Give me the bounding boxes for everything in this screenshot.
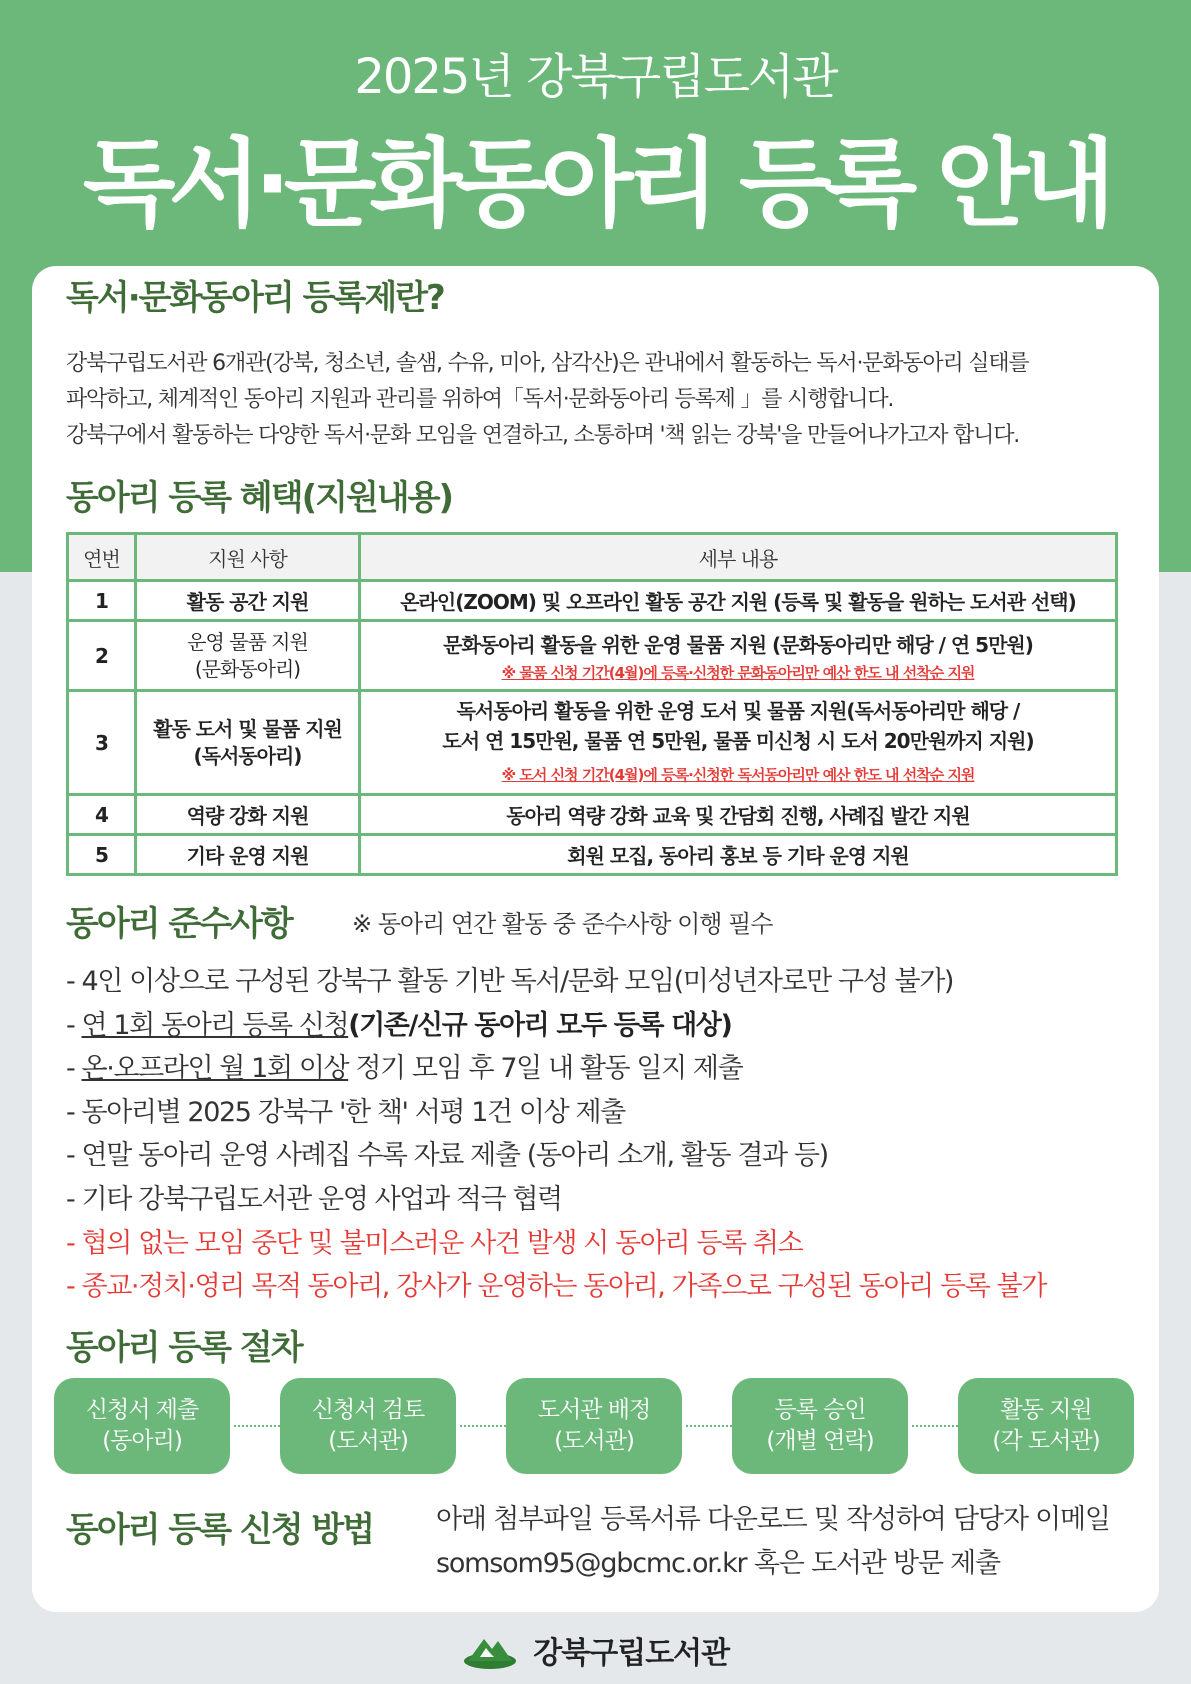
method-heading: 동아리 등록 신청 방법: [66, 1510, 374, 1550]
table-row: [68, 581, 1117, 621]
support-item-label: 활동 도서 및 물품 지원: [153, 716, 342, 741]
step-support: 활동 지원 (각 도서관): [958, 1378, 1134, 1474]
support-detail-text: 도서 연 15만원, 물품 연 5만원, 물품 미신청 시 도서 20만원까지 지원): [442, 728, 1034, 753]
footer: [0, 1628, 1191, 1679]
intro-text: [66, 346, 1136, 454]
step-review: 신청서 검토 (도서관): [280, 1378, 456, 1474]
column-header: 연번: [68, 534, 136, 581]
step-submit: 신청서 제출 (동아리): [54, 1378, 230, 1474]
support-detail: [360, 691, 1117, 795]
support-detail-text: 독서동아리 활동을 위한 운영 도서 및 물품 지원(독서동아리만 해당 /: [456, 698, 1020, 723]
support-item-sub: (문화동아리): [194, 656, 301, 681]
support-note: ※ 도서 신청 기간(4월)에 등록·신청한 독서동아리만 예산 한도 내 선착순 지원: [501, 765, 975, 784]
support-item-label: 기타 운영 지원: [186, 844, 309, 868]
rule-underline: 온·오프라인 월 1회 이상: [81, 1053, 349, 1085]
support-item: [136, 795, 360, 835]
table-row: [68, 621, 1117, 691]
rules-list: [66, 960, 1046, 1309]
method-email: somsom95@gbcmc.or.kr 혹은 도서관 방문 제출: [436, 1548, 1000, 1579]
content-card: [32, 266, 1159, 1612]
support-item: [136, 581, 360, 621]
rule-item: - 연 1회 동아리 등록 신청(기존/신규 동아리 모두 등록 대상): [66, 1009, 732, 1041]
rule-item: - 연말 동아리 운영 사례집 수록 자료 제출 (동아리 소개, 활동 결과 등): [66, 1140, 828, 1172]
method-line: 아래 첨부파일 등록서류 다운로드 및 작성하여 담당자 이메일: [436, 1504, 1110, 1535]
intro-line: 강북구립도서관 6개관(강북, 청소년, 솔샘, 수유, 미아, 삼각산)은 관내에서 활동하는 독서·문화동아리 실태를: [66, 351, 1029, 376]
row-number: 4: [68, 795, 136, 835]
support-detail: [360, 621, 1117, 691]
support-detail-text: 온라인(ZOOM) 및 오프라인 활동 공간 지원 (등록 및 활동을 원하는 도서관 선택): [400, 590, 1076, 614]
support-detail: [360, 795, 1117, 835]
rule-item: - 4인 이상으로 구성된 강북구 활동 기반 독서/문화 모임(미성년자로만 구성 불가): [66, 966, 954, 997]
support-detail-text: 회원 모집, 동아리 홍보 등 기타 운영 지원: [567, 844, 909, 868]
procedure-steps: [54, 1378, 1140, 1474]
table-header-row: [68, 534, 1117, 581]
support-detail-text: 문화동아리 활동을 위한 운영 물품 지원 (문화동아리만 해당 / 연 5만원): [443, 632, 1033, 657]
intro-line: 파악하고, 체계적인 동아리 지원과 관리를 위하여「독서·문화동아리 등록제 」를 시행합니다.: [66, 387, 894, 412]
rules-heading: 동아리 준수사항: [66, 904, 292, 944]
step-approve: 등록 승인 (개별 연락): [732, 1378, 908, 1474]
row-number: 1: [68, 581, 136, 621]
rule-warning: - 협의 없는 모임 중단 및 불미스러운 사건 발생 시 동아리 등록 취소: [66, 1227, 803, 1259]
row-number: 2: [68, 621, 136, 691]
support-item-sub: (독서동아리): [193, 743, 302, 768]
rules-note: ※ 동아리 연간 활동 중 준수사항 이행 필수: [352, 910, 773, 938]
library-logo-icon: [462, 1631, 518, 1679]
step-connector: [460, 1425, 510, 1427]
step-connector: [234, 1425, 284, 1427]
rule-warning: - 종교·정치·영리 목적 동아리, 강사가 운영하는 동아리, 가족으로 구성된 동아리 등록 불가: [66, 1271, 1046, 1303]
page-subtitle: 2025년 강북구립도서관: [354, 49, 837, 105]
row-number: 5: [68, 835, 136, 875]
table-row: [68, 691, 1117, 795]
support-item-label: 역량 강화 지원: [186, 804, 309, 828]
support-note: ※ 물품 신청 기간(4월)에 등록·신청한 문화동아리만 예산 한도 내 선착순 지원: [501, 663, 975, 682]
support-item: [136, 621, 360, 691]
support-detail: [360, 835, 1117, 875]
benefits-heading: 동아리 등록 혜택(지원내용): [66, 478, 453, 518]
step-connector: [912, 1425, 962, 1427]
footer-org-name: 강북구립도서관: [533, 1636, 730, 1671]
table-row: [68, 835, 1117, 875]
page-title: 독서·문화동아리 등록 안내: [82, 128, 1109, 240]
rule-bold: (기존/신규 동아리 모두 등록 대상): [348, 1009, 732, 1041]
procedure-heading: 동아리 등록 절차: [66, 1328, 302, 1368]
rule-item: - 동아리별 2025 강북구 '한 책' 서평 1건 이상 제출: [66, 1096, 625, 1128]
step-connector: [686, 1425, 736, 1427]
column-header: 세부 내용: [360, 534, 1117, 581]
rule-item: - 기타 강북구립도서관 운영 사업과 적극 협력: [66, 1183, 562, 1215]
intro-heading: 독서·문화동아리 등록제란?: [66, 278, 444, 318]
row-number: 3: [68, 691, 136, 795]
rule-item: - 온·오프라인 월 1회 이상 정기 모임 후 7일 내 활동 일지 제출: [66, 1053, 743, 1085]
support-item-label: 활동 공간 지원: [186, 590, 309, 614]
support-item: [136, 691, 360, 795]
support-detail-text: 동아리 역량 강화 교육 및 간담회 진행, 사례집 발간 지원: [506, 804, 970, 828]
rule-underline: 연 1회 동아리 등록 신청: [81, 1009, 349, 1041]
support-item: [136, 835, 360, 875]
intro-line: 강북구에서 활동하는 다양한 독서·문화 모임을 연결하고, 소통하며 '책 읽는 강북'을 만들어나가고자 합니다.: [66, 423, 1020, 448]
step-assign: 도서관 배정 (도서관): [506, 1378, 682, 1474]
table-row: [68, 795, 1117, 835]
support-item-label: 운영 물품 지원: [187, 629, 308, 654]
support-detail: [360, 581, 1117, 621]
method-text: [436, 1498, 1110, 1586]
benefits-table: [66, 532, 1118, 876]
column-header: 지원 사항: [136, 534, 360, 581]
